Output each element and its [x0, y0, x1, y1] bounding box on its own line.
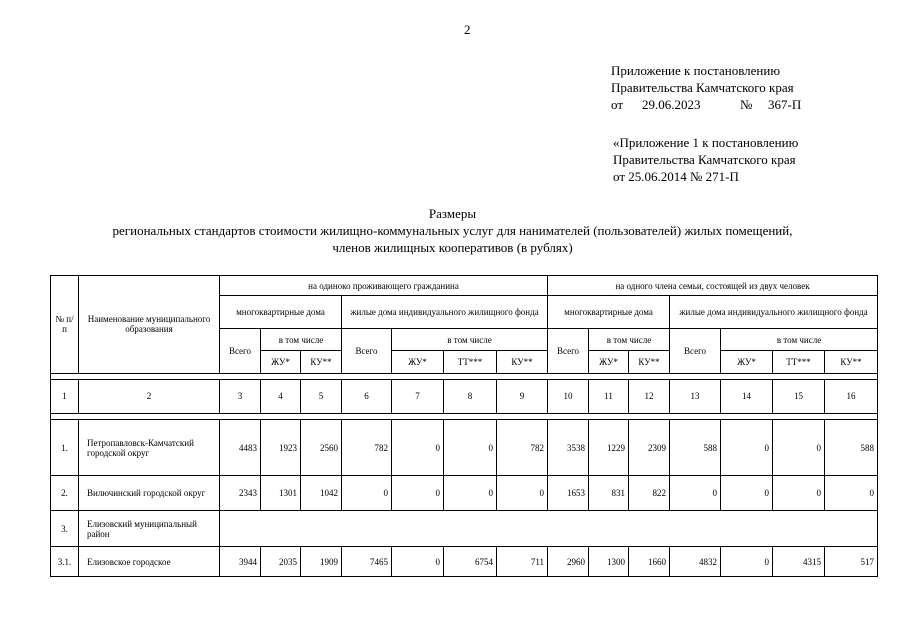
value-cell: 0: [497, 476, 548, 511]
value-cell: 588: [670, 420, 721, 476]
row-name: Елизовское городское: [79, 547, 220, 577]
value-cell: 0: [392, 476, 444, 511]
column-number: 7: [392, 379, 444, 414]
value-cell: 3538: [548, 420, 589, 476]
value-cell: 1300: [589, 547, 629, 577]
value-cell: 4315: [773, 547, 825, 577]
header-total: Всего: [548, 328, 589, 373]
header-izhs: жилые дома индивидуального жилищного фонда: [342, 296, 548, 329]
value-cell: 0: [392, 547, 444, 577]
table-row: [51, 510, 878, 547]
row-number: 1.: [51, 420, 79, 476]
header-zhu: ЖУ*: [392, 351, 444, 373]
value-cell: 4483: [220, 420, 261, 476]
value-cell: 1229: [589, 420, 629, 476]
column-number: 8: [444, 379, 497, 414]
header-total: Всего: [342, 328, 392, 373]
value-cell: 0: [392, 420, 444, 476]
value-cell: 0: [721, 476, 773, 511]
header-tt: ТТ***: [444, 351, 497, 373]
column-number: 11: [589, 379, 629, 414]
table-row: [51, 547, 878, 577]
column-number: 12: [629, 379, 670, 414]
header-name: Наименование муниципального образования: [79, 276, 220, 374]
value-cell: 0: [721, 547, 773, 577]
value-cell: 0: [342, 476, 392, 511]
header-zhu: ЖУ*: [261, 351, 301, 373]
header-izhs: жилые дома индивидуального жилищного фонда: [670, 296, 878, 329]
value-cell: 711: [497, 547, 548, 577]
value-cell: 517: [825, 547, 878, 577]
previous-appendix-line: от 25.06.2014 № 271-П: [613, 169, 739, 184]
title-line: региональных стандартов стоимости жилищно-коммунальных услуг для нанимателей (пользователей) жилых помещений,: [112, 223, 793, 238]
value-cell: 4832: [670, 547, 721, 577]
value-cell: 0: [444, 476, 497, 511]
document-title: [0, 205, 905, 256]
appendix-header: [611, 62, 801, 113]
column-number: 3: [220, 379, 261, 414]
column-number: 6: [342, 379, 392, 414]
value-cell: 2309: [629, 420, 670, 476]
header-zhu: ЖУ*: [589, 351, 629, 373]
value-cell: 782: [342, 420, 392, 476]
column-number: 15: [773, 379, 825, 414]
row-name: Вилючинский городской округ: [79, 476, 220, 511]
column-number: 10: [548, 379, 589, 414]
header-incl: в том числе: [589, 328, 670, 350]
column-number: 13: [670, 379, 721, 414]
value-cell: 2343: [220, 476, 261, 511]
value-cell: 0: [670, 476, 721, 511]
value-cell: 822: [629, 476, 670, 511]
appendix-date: 29.06.2023: [642, 97, 701, 112]
header-ku: КУ**: [497, 351, 548, 373]
row-number: 3.1.: [51, 547, 79, 577]
column-number: 4: [261, 379, 301, 414]
value-cell: 831: [589, 476, 629, 511]
column-number: 14: [721, 379, 773, 414]
title-line: членов жилищных кооперативов (в рублях): [332, 240, 573, 255]
row-name: Петропавловск-Камчатский городской округ: [79, 420, 220, 476]
value-cell: 1923: [261, 420, 301, 476]
appendix-line: Приложение к постановлению: [611, 63, 781, 78]
column-number: 2: [79, 379, 220, 414]
row-number: 2.: [51, 476, 79, 511]
value-cell: 0: [773, 420, 825, 476]
value-cell: 0: [444, 420, 497, 476]
value-cell: 2960: [548, 547, 589, 577]
value-cell: 1660: [629, 547, 670, 577]
header-ku: КУ**: [301, 351, 342, 373]
value-cell: 1909: [301, 547, 342, 577]
header-total: Всего: [670, 328, 721, 373]
header-group-single: на одиноко проживающего гражданина: [220, 276, 548, 296]
appendix-date-row: [611, 96, 801, 113]
header-mkd: многоквартирные дома: [548, 296, 670, 329]
appendix-line: Правительства Камчатского края: [611, 80, 794, 95]
row-name: Елизовский муниципальный район: [79, 510, 220, 547]
value-cell: 3944: [220, 547, 261, 577]
value-cell: 7465: [342, 547, 392, 577]
page-number: 2: [464, 22, 471, 37]
previous-appendix-line: Правительства Камчатского края: [613, 152, 796, 167]
header-incl: в том числе: [392, 328, 548, 350]
header-total: Всего: [220, 328, 261, 373]
value-cell: 2560: [301, 420, 342, 476]
table-row: [51, 420, 878, 476]
value-cell: 0: [825, 476, 878, 511]
previous-appendix-line: «Приложение 1 к постановлению: [613, 135, 799, 150]
value-cell: 1301: [261, 476, 301, 511]
number-sign: №: [740, 97, 753, 112]
header-ku: КУ**: [629, 351, 670, 373]
column-number: 1: [51, 379, 79, 414]
previous-appendix: [613, 134, 798, 185]
header-mkd: многоквартирные дома: [220, 296, 342, 329]
empty-cell: [220, 510, 878, 547]
header-incl: в том числе: [721, 328, 878, 350]
header-group-family: на одного члена семьи, состоящей из двух человек: [548, 276, 878, 296]
value-cell: 1042: [301, 476, 342, 511]
rates-table: [50, 275, 878, 577]
value-cell: 588: [825, 420, 878, 476]
appendix-number: 367-П: [768, 97, 802, 112]
table-row: [51, 476, 878, 511]
column-number: 9: [497, 379, 548, 414]
value-cell: 0: [721, 420, 773, 476]
value-cell: 782: [497, 420, 548, 476]
column-number: 16: [825, 379, 878, 414]
value-cell: 1653: [548, 476, 589, 511]
value-cell: 0: [773, 476, 825, 511]
header-tt: ТТ***: [773, 351, 825, 373]
header-num: № п/п: [51, 276, 79, 374]
header-ku: КУ**: [825, 351, 878, 373]
from-label: от: [611, 97, 624, 112]
column-number-row: [51, 379, 878, 414]
title-line: Размеры: [428, 206, 477, 221]
column-number: 5: [301, 379, 342, 414]
header-incl: в том числе: [261, 328, 342, 350]
value-cell: 6754: [444, 547, 497, 577]
value-cell: 2035: [261, 547, 301, 577]
header-zhu: ЖУ*: [721, 351, 773, 373]
row-number: 3.: [51, 510, 79, 547]
